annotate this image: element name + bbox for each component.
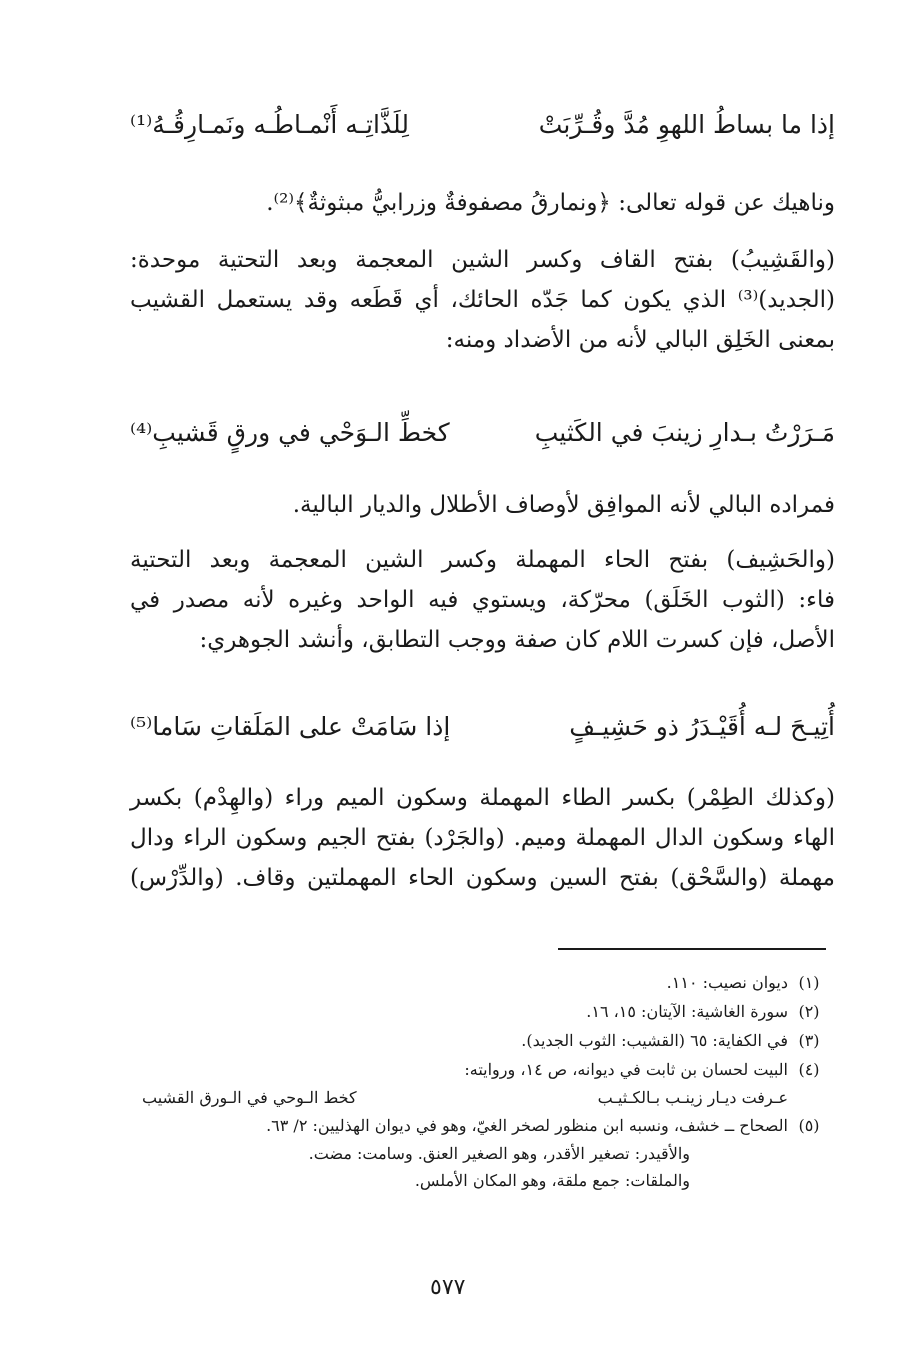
footnote-verse-hemistich-2: كخط الـوحي في الـورق القشيب [142, 1088, 357, 1107]
verse-2 [130, 408, 835, 458]
paragraph-line: (والقَشِيبُ) بفتح القاف وكسر الشين المعجمة وبعد التحتية موحدة: [130, 247, 835, 273]
footnote-5-line-3: والملقات: جمع ملقة، وهو المكان الأملس. [414, 1171, 690, 1190]
paragraph-line: الأصل، فإن كسرت اللام كان صفة ووجب التطابق، وأنشد الجوهري: [199, 627, 835, 653]
footnote-verse-hemistich-1: عـرفت ديـار زينـب بـالكـثيـب [597, 1088, 788, 1107]
page-number: ٥٧٧ [430, 1275, 466, 1300]
paragraph-line: الهاء وسكون الدال المهملة وميم. (والجَرْد) بفتح الجيم وسكون الراء ودال [130, 825, 835, 851]
verse-2-hemistich-1: مَـرَرْتُ بـدارِ زينبَ في الكَثيبِ [534, 418, 835, 447]
verse-2-hemistich-2: كخطِّ الـوَحْي في ورقٍ قَشيبِ⁽⁴⁾ [130, 418, 450, 447]
verse-3-hemistich-1: أُتِيـحَ لـه أُقَيْـدَرُ ذو حَشِيـفٍ [569, 712, 835, 741]
footnote-text: البيت لحسان بن ثابت في ديوانه، ص ١٤، وروايته: [464, 1060, 788, 1079]
footnote-text: ديوان نصيب: ١١٠. [666, 973, 788, 992]
verse-3-hemistich-2: إذا سَامَتْ على المَلَقاتِ سَاما⁽⁵⁾ [130, 712, 451, 741]
footnote-1 [130, 968, 830, 997]
paragraph-line: فاء: (الثوب الخَلَق) محرّكة، ويستوي فيه الواحد وغيره لأنه مصدر في [130, 587, 835, 613]
paragraph-line: وناهيك عن قوله تعالى: ﴿ونمارقُ مصفوفةٌ وزرابيُّ مبثوثةٌ﴾⁽²⁾. [266, 190, 835, 216]
footnote-text: الصحاح ــ خشف، ونسبه ابن منظور لصخر الغيّ، وهو في ديوان الهذليين: ٢/ ٦٣. [266, 1116, 788, 1135]
footnote-number: (٥) [798, 1116, 820, 1135]
paragraph-2 [130, 240, 835, 360]
paragraph-4 [130, 540, 835, 660]
verse-1-hemistich-1: إذا ما بساطُ اللهوِ مُدَّ وقُـرِّبَتْ [538, 110, 835, 139]
paragraph-line: بمعنى الخَلِق البالي لأنه من الأضداد ومنه: [445, 327, 835, 353]
footnote-5-line-2: والأقيدر: تصغير الأقدر، وهو الصغير العنق. وسامت: مضت. [308, 1144, 690, 1163]
verse-3 [130, 702, 835, 752]
paragraph-line: فمراده البالي لأنه الموافِق لأوصاف الأطلال والديار البالية. [292, 492, 835, 518]
footnote-4-verse [130, 1084, 788, 1111]
footnote-text: في الكفاية: ٦٥ (القشيب: الثوب الجديد). [521, 1031, 788, 1050]
footnotes [130, 968, 830, 1194]
footnote-3 [130, 1026, 830, 1055]
footnote-4 [130, 1055, 830, 1084]
paragraph-5 [130, 778, 835, 898]
paragraph-3 [250, 485, 835, 525]
paragraph-line: (الجديد)⁽³⁾ الذي يكون كما جَدّه الحائك، أي قَطَعه وقد يستعمل القشيب [130, 287, 835, 313]
footnote-text: سورة الغاشية: الآيتان: ١٥، ١٦. [586, 1002, 788, 1021]
footnote-number: (١) [798, 973, 820, 992]
paragraph-1 [210, 183, 835, 223]
footnote-2 [130, 997, 830, 1026]
verse-1 [130, 100, 835, 150]
footnote-number: (٤) [798, 1060, 820, 1079]
paragraph-line: (وكذلك الطِمْر) بكسر الطاء المهملة وسكون الميم وراء (والهِدْم) بكسر [130, 785, 835, 811]
paragraph-line: مهملة (والسَّحْق) بفتح السين وسكون الحاء المهملتين وقاف. (والدِّرْس) [130, 865, 835, 891]
verse-1-hemistich-2: لِلَذَّاتِـه أَنْمـاطُـه ونَمـارِقُـهُ⁽¹⁾ [130, 110, 409, 139]
footnote-5 [130, 1111, 830, 1140]
footnote-separator [558, 948, 826, 950]
footnote-number: (٣) [798, 1031, 820, 1050]
paragraph-line: (والحَشِيف) بفتح الحاء المهملة وكسر الشين المعجمة وبعد التحتية [130, 547, 835, 573]
footnote-number: (٢) [798, 1002, 820, 1021]
